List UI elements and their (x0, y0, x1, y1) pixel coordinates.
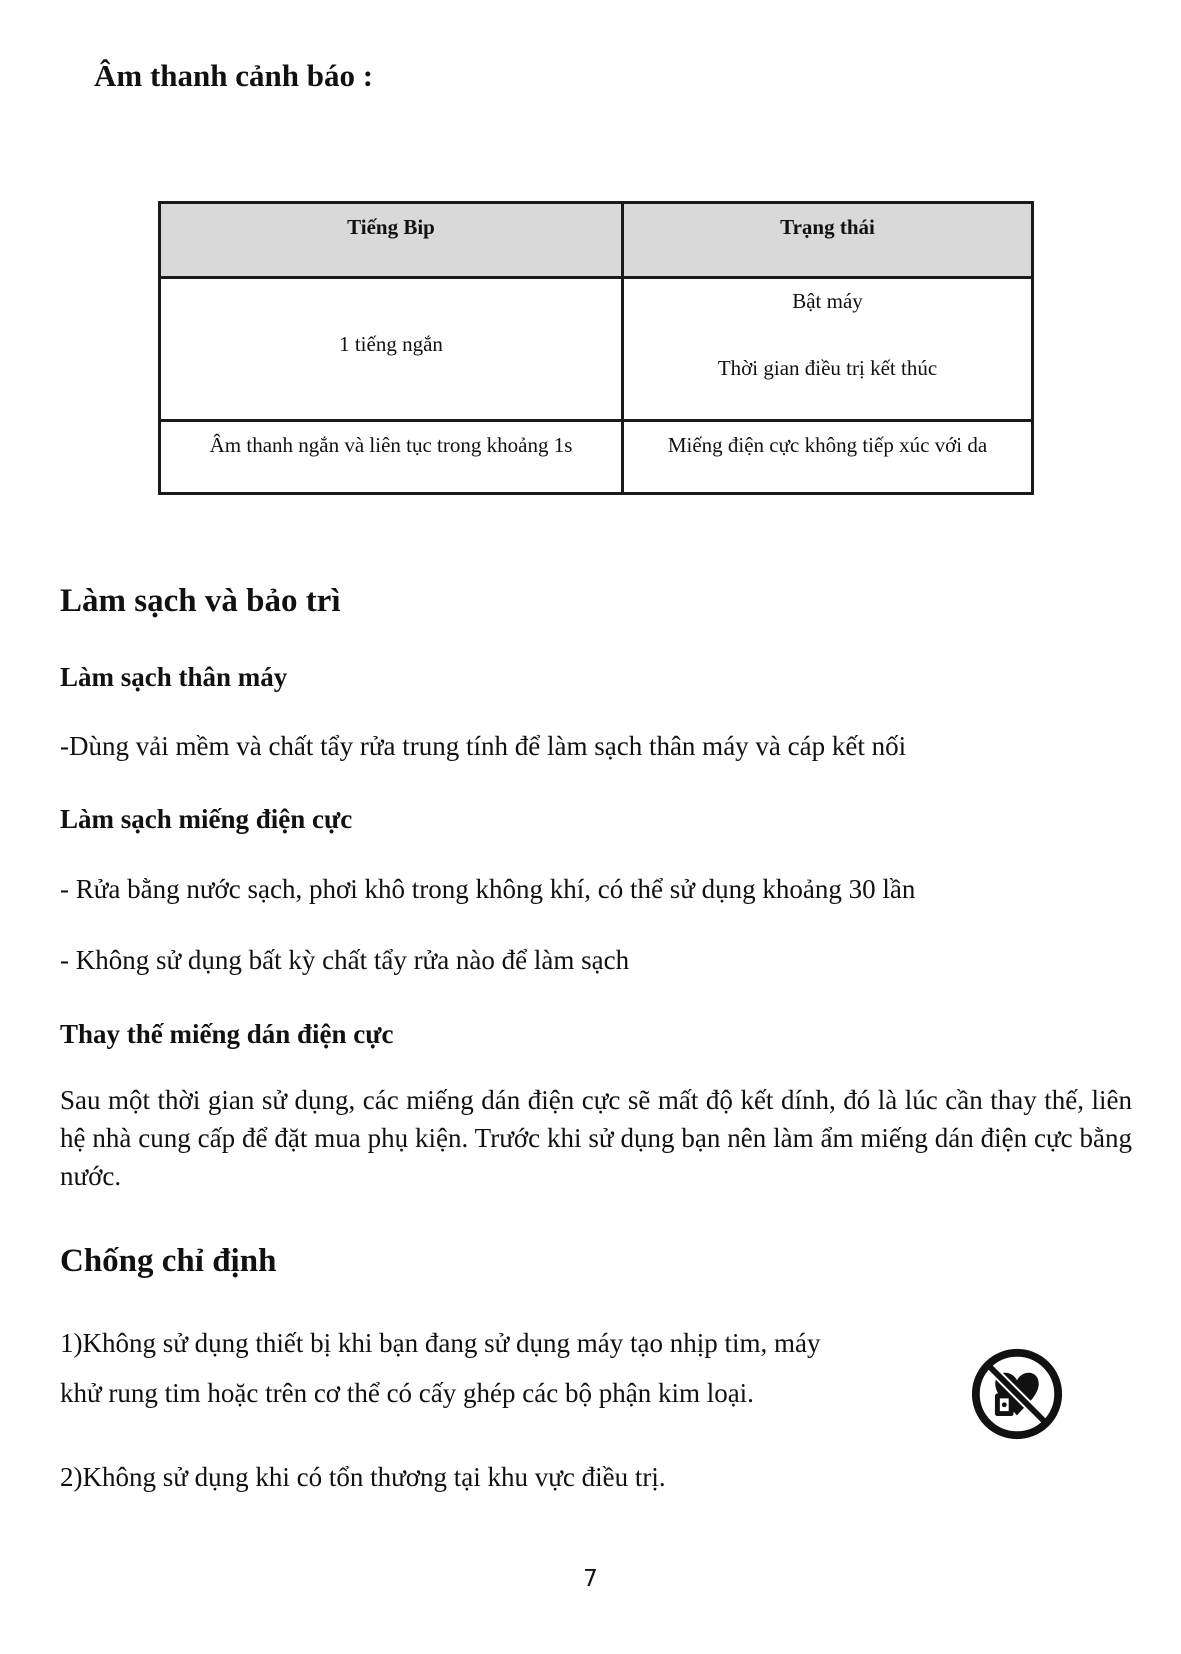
beep-cell: Âm thanh ngắn và liên tục trong khoảng 1s (160, 421, 623, 494)
pad-replace-subtitle: Thay thế miếng dán điện cực (60, 1019, 394, 1049)
beep-cell: 1 tiếng ngắn (160, 278, 623, 421)
table-row (160, 421, 1033, 494)
pad-cleaning-text-2: - Không sử dụng bất kỳ chất tẩy rửa nào để làm sạch (60, 945, 630, 975)
pad-cleaning-text-1: - Rửa bằng nước sạch, phơi khô trong không khí, có thể sử dụng khoảng 30 lần (60, 874, 916, 904)
alarm-section-title: Âm thanh cảnh báo : (94, 58, 374, 93)
pad-cleaning-subtitle: Làm sạch miếng điện cực (60, 804, 353, 834)
cleaning-section-title: Làm sạch và bảo trì (60, 583, 341, 619)
contraindication-item-1-line-1: 1)Không sử dụng thiết bị khi bạn đang sử dụng máy tạo nhịp tim, máy (60, 1328, 821, 1358)
header-status: Trạng thái (623, 203, 1033, 278)
body-cleaning-subtitle: Làm sạch thân máy (60, 662, 288, 692)
header-beep: Tiếng Bip (160, 203, 623, 278)
status-cell: Bật máy Thời gian điều trị kết thúc (623, 278, 1033, 421)
contraindication-item-1-line-2: khử rung tim hoặc trên cơ thể có cấy ghép các bộ phận kim loại. (60, 1378, 754, 1408)
body-cleaning-text: -Dùng vải mềm và chất tẩy rửa trung tính để làm sạch thân máy và cáp kết nối (60, 731, 907, 761)
pad-replace-text: Sau một thời gian sử dụng, các miếng dán điện cực sẽ mất độ kết dính, đó là lúc cần thay thế, liên hệ nhà cung cấp để đặt mua phụ kiện. Trước khi sử dụng bạn nên làm ẩm miếng dán điện cực bằng nước. (60, 1085, 1132, 1191)
beep-status-table (158, 201, 1034, 495)
status-cell: Miếng điện cực không tiếp xúc với da (623, 421, 1033, 494)
contraindication-item-2: 2)Không sử dụng khi có tổn thương tại khu vực điều trị. (60, 1462, 666, 1492)
table-header-row (160, 203, 1033, 278)
page-number: 7 (583, 1566, 598, 1592)
table-row (160, 278, 1033, 421)
contraindication-item-1 (60, 1318, 820, 1418)
contraindications-section-title: Chống chỉ định (60, 1243, 277, 1279)
no-pacemaker-icon (968, 1345, 1066, 1443)
